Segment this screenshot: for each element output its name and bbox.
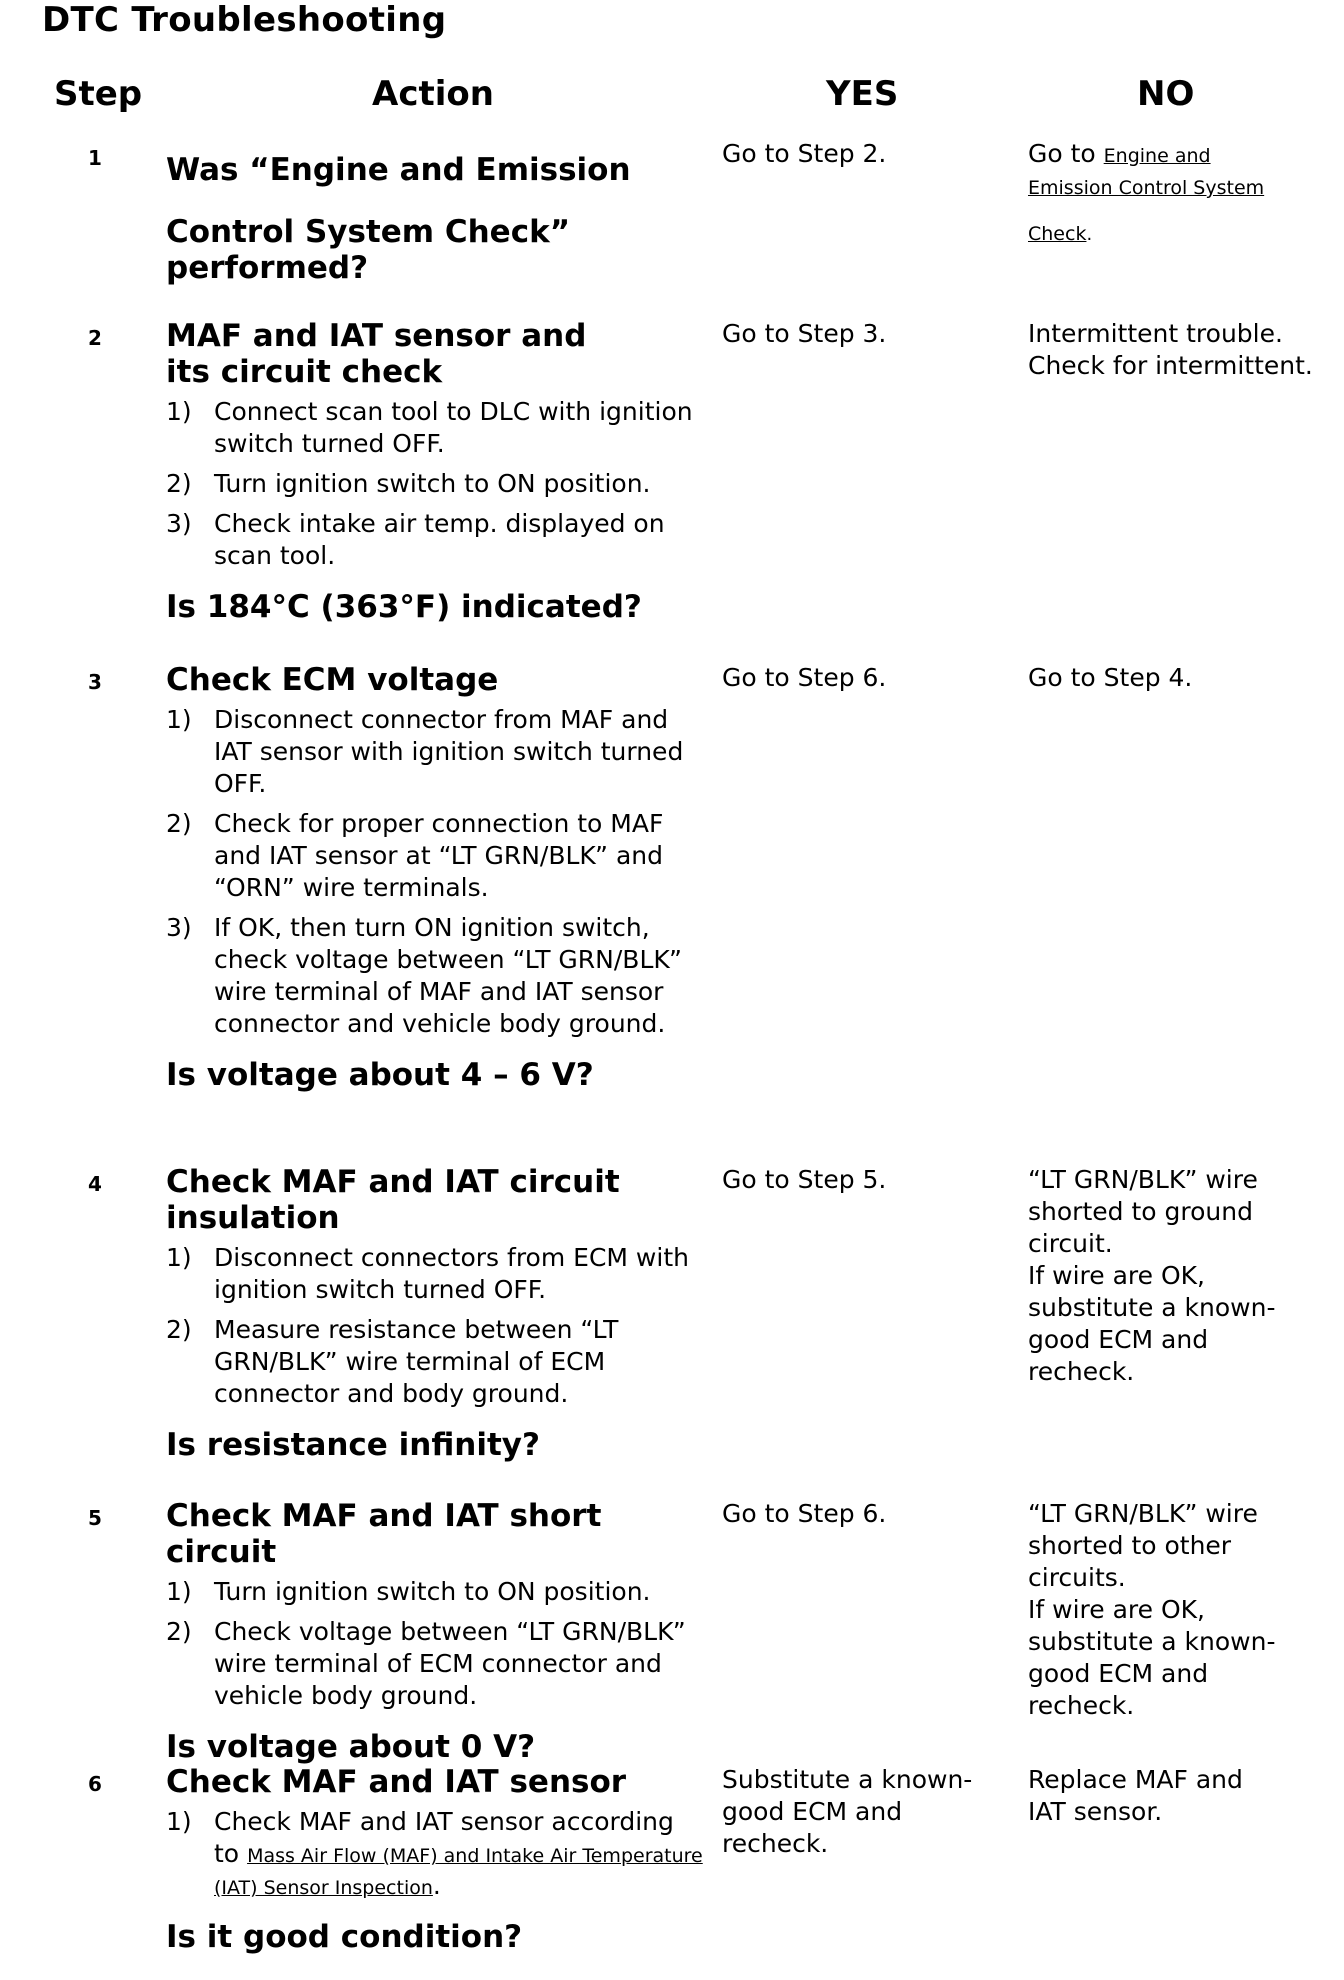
step-number: 1 xyxy=(88,146,102,170)
action-question: Is 184°C (363°F) indicated? xyxy=(166,589,642,625)
yes-cell: Go to Step 6. xyxy=(722,1499,887,1528)
no-cell: Go to Step 4. xyxy=(1028,663,1193,692)
no-cell: Replace MAF and IAT sensor. xyxy=(1028,1765,1243,1826)
link-engine-emission-check[interactable]: Engine and xyxy=(1103,145,1211,167)
action-question: Is voltage about 0 V? xyxy=(166,1729,536,1765)
yes-cell: Go to Step 2. xyxy=(722,139,887,168)
list-item: 3) Check intake air temp. displayed on scan tool. xyxy=(166,509,665,570)
column-header-no: NO xyxy=(1137,74,1195,114)
action-heading: MAF and IAT sensor and its circuit check xyxy=(166,318,587,390)
link-engine-emission-check[interactable]: Emission Control System xyxy=(1028,177,1265,199)
list-item: 1) Disconnect connector from MAF and IAT sensor with ignition switch turned OFF. xyxy=(166,705,684,798)
list-item: 1) Connect scan tool to DLC with ignition switch turned OFF. xyxy=(166,397,693,458)
step-number: 2 xyxy=(88,326,102,350)
list-item: 2) Check for proper connection to MAF and IAT sensor at “LT GRN/BLK” and “ORN” wire terminals. xyxy=(166,809,664,902)
link-maf-iat-inspection[interactable]: Mass Air Flow (MAF) and Intake Air Temperature (IAT) Sensor Inspection xyxy=(214,1845,703,1899)
action-cell xyxy=(166,318,706,626)
yes-cell: Go to Step 3. xyxy=(722,319,887,348)
list-item: 2) Measure resistance between “LT GRN/BLK” wire terminal of ECM connector and body ground. xyxy=(166,1315,619,1408)
step-number: 5 xyxy=(88,1506,102,1530)
column-header-yes: YES xyxy=(826,74,899,114)
no-text: If wire are OK, substitute a known-good ECM and recheck. xyxy=(1028,1261,1276,1386)
action-heading: Check MAF and IAT sensor xyxy=(166,1764,627,1800)
action-heading: Was “Engine and Emission xyxy=(166,152,631,188)
list-item: 2) Turn ignition switch to ON position. xyxy=(166,469,651,498)
no-cell xyxy=(1028,138,1328,251)
list-item: 1) Disconnect connectors from ECM with ignition switch turned OFF. xyxy=(166,1243,689,1304)
action-question: Is resistance infinity? xyxy=(166,1427,540,1463)
list-item: 2) Check voltage between “LT GRN/BLK” wire terminal of ECM connector and vehicle body ground. xyxy=(166,1617,686,1710)
action-heading: Check MAF and IAT short circuit xyxy=(166,1498,602,1570)
page-title: DTC Troubleshooting xyxy=(42,0,447,40)
column-header-action: Action xyxy=(372,74,494,114)
no-text: Go to xyxy=(1028,139,1096,168)
step-list xyxy=(166,396,706,572)
no-cell: Intermittent trouble. Check for intermittent. xyxy=(1028,319,1313,380)
yes-cell: Go to Step 5. xyxy=(722,1165,887,1194)
step-list xyxy=(166,1242,706,1410)
list-item: 3) If OK, then turn ON ignition switch, check voltage between “LT GRN/BLK” wire terminal of MAF and IAT sensor connector and vehicle body ground. xyxy=(166,913,682,1038)
punctuation: . xyxy=(1086,224,1093,245)
action-heading: performed? xyxy=(166,250,369,286)
step-list xyxy=(166,1806,706,1902)
action-question: Is it good condition? xyxy=(166,1919,523,1955)
step-number: 3 xyxy=(88,670,102,694)
step-list xyxy=(166,1576,706,1712)
list-item: 1) Check MAF and IAT sensor according to Mass Air Flow (MAF) and Intake Air Temperature (IAT) Sensor Inspection. xyxy=(166,1807,703,1900)
no-text: “LT GRN/BLK” wire shorted to other circuits. xyxy=(1028,1499,1258,1592)
action-question: Is voltage about 4 – 6 V? xyxy=(166,1057,594,1093)
action-heading: Check ECM voltage xyxy=(166,662,499,698)
action-heading: Control System Check” xyxy=(166,214,571,250)
yes-cell: Go to Step 6. xyxy=(722,663,887,692)
no-cell xyxy=(1028,1164,1298,1388)
column-header-step: Step xyxy=(54,74,143,114)
list-item: 1) Turn ignition switch to ON position. xyxy=(166,1577,651,1606)
action-cell xyxy=(166,1498,706,1766)
link-engine-emission-check[interactable]: Check xyxy=(1028,223,1087,245)
no-text: “LT GRN/BLK” wire shorted to ground circuit. xyxy=(1028,1165,1258,1258)
action-cell xyxy=(166,138,706,286)
action-cell xyxy=(166,662,706,1094)
yes-cell: Substitute a known-good ECM and recheck. xyxy=(722,1765,973,1858)
no-cell xyxy=(1028,1498,1298,1722)
step-number: 6 xyxy=(88,1772,102,1796)
action-heading: Check MAF and IAT circuit insulation xyxy=(166,1164,620,1236)
no-text: If wire are OK, substitute a known-good ECM and recheck. xyxy=(1028,1595,1276,1720)
step-number: 4 xyxy=(88,1172,102,1196)
step-list xyxy=(166,704,706,1040)
action-cell xyxy=(166,1764,706,1956)
action-cell xyxy=(166,1164,706,1464)
